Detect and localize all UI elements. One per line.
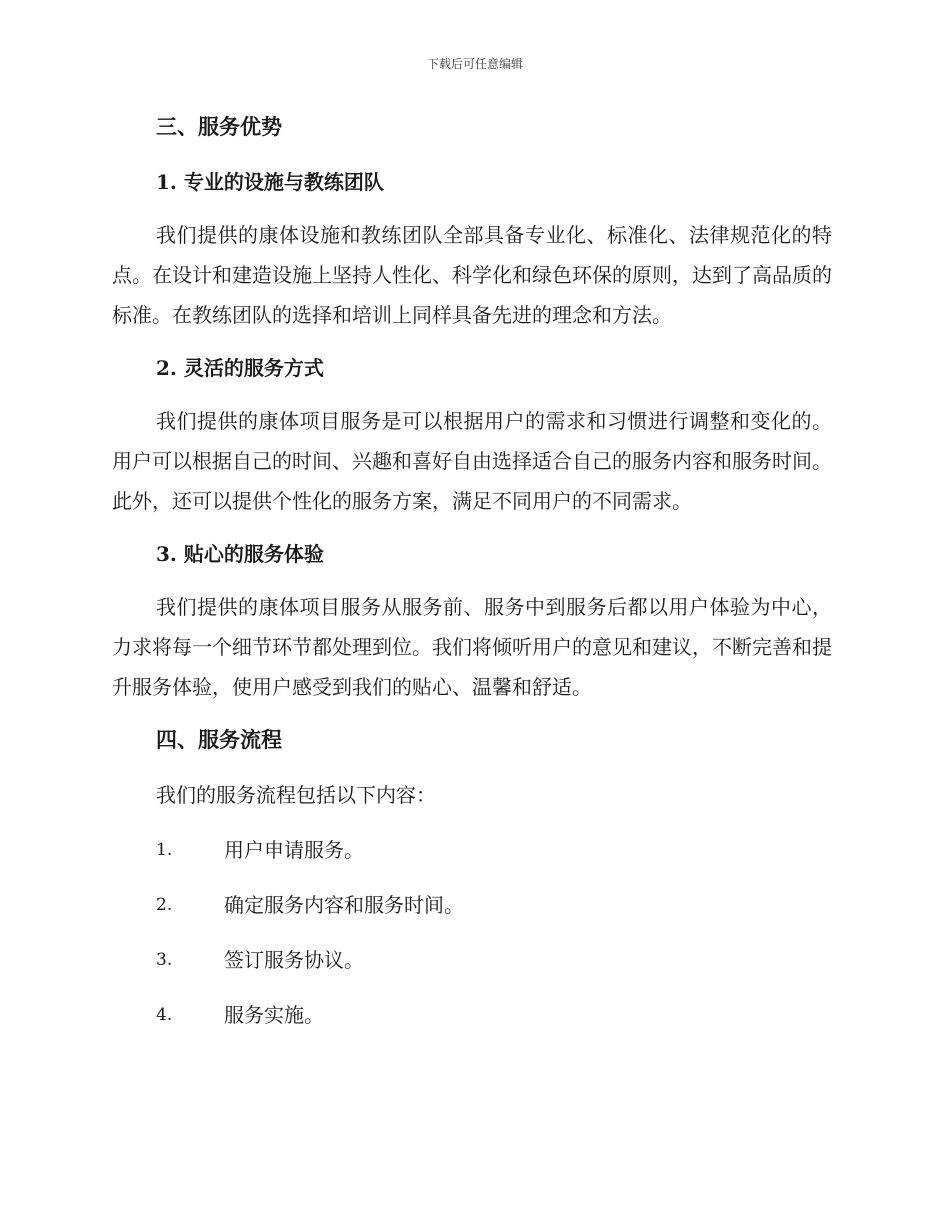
step-text: 确定服务内容和服务时间。 xyxy=(224,893,464,917)
step-text: 签订服务协议。 xyxy=(224,948,364,972)
paragraph-flexible-service: 我们提供的康体项目服务是可以根据用户的需求和习惯进行调整和变化的。用户可以根据自己的时间、兴趣和喜好自由选择适合自己的服务内容和服务时间。此外，还可以提供个性化的服务方案，满足不同用户的不同需求。 xyxy=(112,409,832,513)
step-number: 1. xyxy=(156,840,173,860)
paragraph-caring-experience: 我们提供的康体项目服务从服务前、服务中到服务后都以用户体验为中心，力求将每一个细节环节都处理到位。我们将倾听用户的意见和建议，不断完善和提升服务体验，使用户感受到我们的贴心、温馨和舒适。 xyxy=(112,595,832,699)
process-step xyxy=(112,993,832,1048)
step-number: 2. xyxy=(156,895,173,915)
page-header-note: 下载后可任意编辑 xyxy=(426,57,523,71)
process-step-list xyxy=(112,828,832,1048)
paragraph-professional-facilities: 我们提供的康体设施和教练团队全部具备专业化、标准化、法律规范化的特点。在设计和建造设施上坚持人性化、科学化和绿色环保的原则，达到了高品质的标准。在教练团队的选择和培训上同样具备先进的理念和方法。 xyxy=(112,223,832,327)
process-intro: 我们的服务流程包括以下内容： xyxy=(156,783,436,807)
process-step xyxy=(112,938,832,993)
subheading-caring-experience: 3. 贴心的服务体验 xyxy=(156,542,324,566)
subheading-professional-facilities: 1. 专业的设施与教练团队 xyxy=(156,170,384,194)
document-body xyxy=(112,105,832,1048)
process-step xyxy=(112,883,832,938)
step-text: 服务实施。 xyxy=(224,1003,324,1027)
step-text: 用户申请服务。 xyxy=(224,838,364,862)
process-step xyxy=(112,828,832,883)
step-number: 3. xyxy=(156,950,173,970)
step-number: 4. xyxy=(156,1005,173,1025)
subheading-flexible-service: 2. 灵活的服务方式 xyxy=(156,356,324,380)
section-heading-advantages: 三、服务优势 xyxy=(156,114,282,139)
section-heading-process: 四、服务流程 xyxy=(156,727,282,752)
